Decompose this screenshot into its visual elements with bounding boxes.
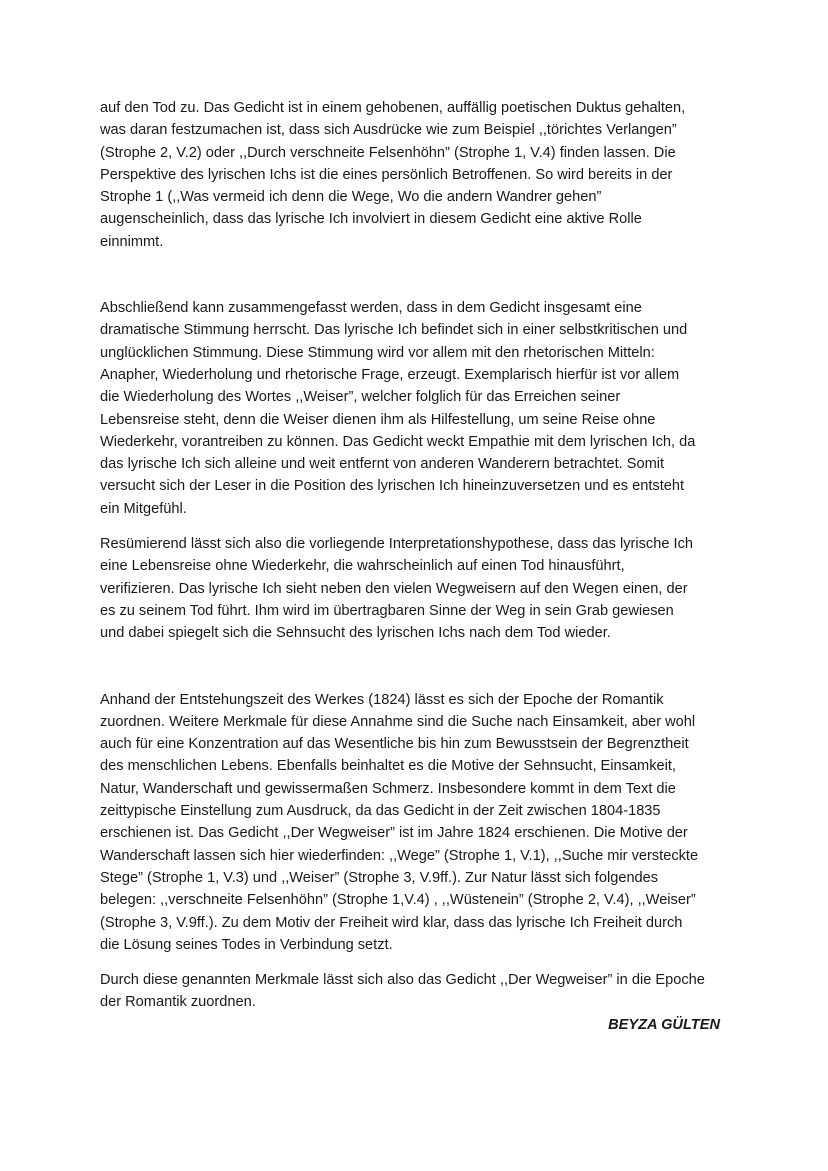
- document-page: [100, 97, 736, 1036]
- paragraph-spacer: [100, 645, 736, 689]
- paragraph-spacer: [100, 520, 736, 533]
- paragraph-final-conclusion: Durch diese genannten Merkmale lässt sich also das Gedicht ,,Der Wegweiser” in die Epoche der Romantik zuordnen.: [100, 972, 705, 1011]
- paragraph-mood-summary: Abschließend kann zusammengefasst werden, dass in dem Gedicht insgesamt eine dramatische Stimmung herrscht. Das lyrische Ich befindet sich in einer selbstkritischen und unglücklichen Stimmung. Diese Stimmung wird vor allem mit den rhetorischen Mitteln: Anapher, Wiederholung und rhetorische Frage, erzeugt. Exemplarisch hierfür ist vor allem die Wiederholung des Wortes ,,Weiser”, welcher folglich für das Erreichen seiner Lebensreise steht, denn die Weiser dienen ihm als Hilfestellung, um seine Reise ohne Wiederkehr, vorantreiben zu können. Das Gedicht weckt Empathie mit dem lyrischen Ich, da das lyrische Ich sich alleine und weit entfernt von anderen Wanderern betrachtet. Somit versucht sich der Leser in die Position des lyrischen Ich hineinzuversetzen und es entsteht ein Mitgefühl.: [100, 300, 696, 517]
- paragraph-hypothesis-conclusion: Resümierend lässt sich also die vorliegende Interpretationshypothese, dass das lyrische Ich eine Lebensreise ohne Wiederkehr, die wahrscheinlich auf einen Tod hinausführt, verifizieren. Das lyrische Ich sieht neben den vielen Wegweisern auf den Wegen einen, der es zu seinem Tod führt. Ihm wird im übertragbaren Sinne der Weg in sein Grab gewiesen und dabei spiegelt sich die Sehnsucht des lyrischen Ichs nach dem Tod wieder.: [100, 536, 693, 642]
- paragraph-spacer: [100, 253, 736, 297]
- paragraph-spacer: [100, 956, 736, 969]
- author-signature: BEYZA GÜLTEN: [608, 1016, 720, 1033]
- paragraph-poetic-style: auf den Tod zu. Das Gedicht ist in einem gehobenen, auffällig poetischen Duktus gehalten, was daran festzumachen ist, dass sich Ausdrücke wie zum Beispiel ,,törichtes Verlangen” (Strophe 2, V.2) oder ,,Durch verschneite Felsenhöhn” (Strophe 1, V.4) finden lassen. Die Perspektive des lyrischen Ichs ist die eines persönlich Betroffenen. So wird bereits in der Strophe 1 (,,Was vermeid ich denn die Wege, Wo die andern Wandrer gehen” augenscheinlich, dass das lyrische Ich involviert in diesem Gedicht eine aktive Rolle einnimmt.: [100, 100, 686, 250]
- paragraph-epoch-romanticism: Anhand der Entstehungszeit des Werkes (1824) lässt es sich der Epoche der Romantik zuordnen. Weitere Merkmale für diese Annahme sind die Suche nach Einsamkeit, aber wohl auch für eine Konzentration auf das Wesentliche bis hin zum Bewusstsein der Begrenztheit des menschlichen Lebens. Ebenfalls beinhaltet es die Motive der Sehnsucht, Einsamkeit, Natur, Wanderschaft und gewissermaßen Schmerz. Insbesondere kommt in dem Text die zeittypische Einstellung zum Ausdruck, da das Gedicht in der Zeit zwischen 1804-1835 erschienen ist. Das Gedicht ,,Der Wegweiser” ist im Jahre 1824 erschienen. Die Motive der Wanderschaft lassen sich hier wiederfinden: ,,Wege” (Strophe 1, V.1), ,,Suche mir versteckte Stege” (Strophe 1, V.3) und ,,Weiser” (Strophe 3, V.9ff.). Zur Natur lässt sich folgendes belegen: ,,verschneite Felsenhöhn” (Strophe 1,V.4) , ,,Wüstenein” (Strophe 2, V.4), ,,Weiser” (Strophe 3, V.9ff.). Zu dem Motiv der Freiheit wird klar, dass das lyrische Ich Freiheit durch die Lösung seines Todes in Verbindung setzt.: [100, 691, 699, 953]
